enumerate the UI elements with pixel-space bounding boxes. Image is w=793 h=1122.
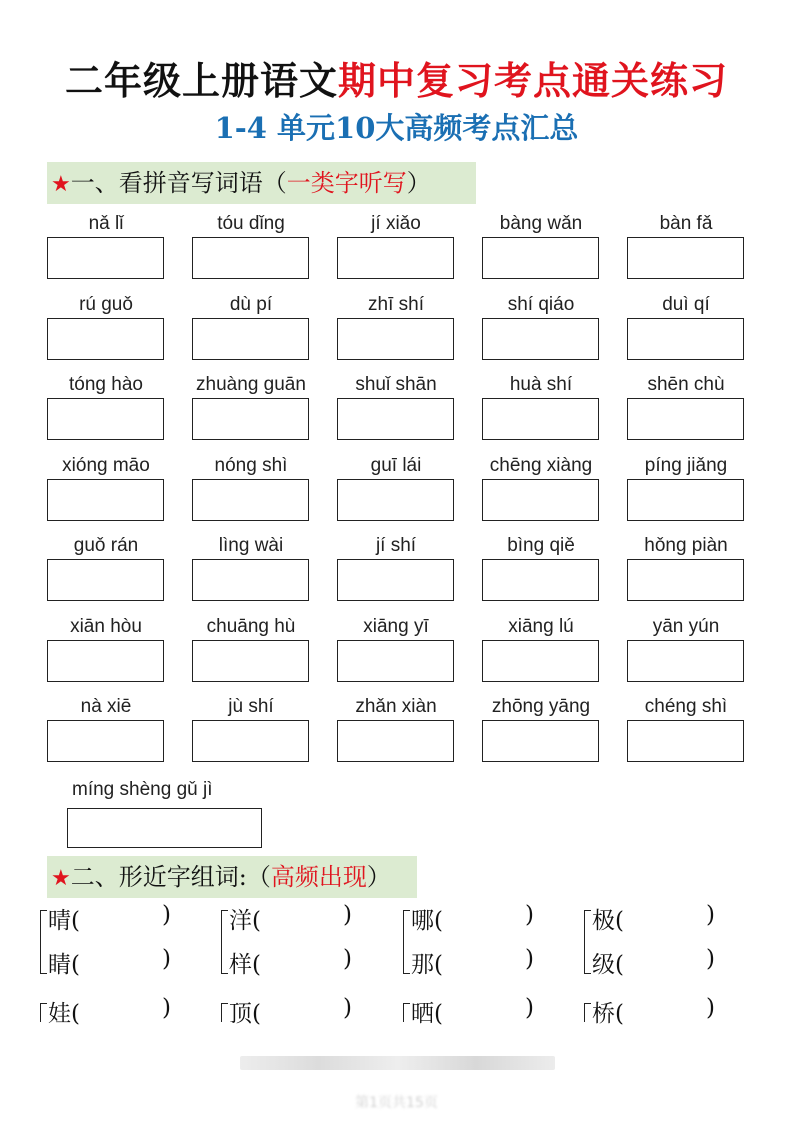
title-practice: 期中复习考点通关练习 — [338, 58, 729, 103]
pinyin-label: lìng wài — [218, 535, 284, 556]
answer-box[interactable] — [627, 720, 744, 762]
character: 顶 — [229, 1001, 252, 1027]
answer-box[interactable] — [482, 640, 599, 682]
pinyin-label: chéng shì — [644, 696, 728, 717]
paren-close: ) — [162, 946, 171, 972]
section1-title-highlight: 一类字听写 — [286, 169, 407, 197]
word-formation-item[interactable] — [592, 995, 715, 1028]
pinyin-label: huà shí — [509, 374, 573, 395]
answer-box[interactable] — [47, 479, 164, 521]
answer-box[interactable] — [47, 398, 164, 440]
paren-open: ( — [71, 1001, 80, 1027]
answer-box[interactable] — [337, 559, 454, 601]
answer-box[interactable] — [627, 237, 744, 279]
pinyin-label: shēn chù — [647, 374, 725, 395]
paren-close: ) — [706, 946, 715, 972]
section2-heading — [47, 856, 417, 898]
pinyin-label: chēng xiàng — [489, 454, 593, 476]
answer-box[interactable] — [627, 479, 744, 521]
pinyin-label: tóu dǐng — [217, 213, 285, 234]
group-bracket — [403, 910, 410, 974]
pinyin-label: hǒng piàn — [644, 535, 728, 556]
paren-open: ( — [252, 908, 261, 934]
section1-heading — [47, 162, 476, 204]
group-bracket — [584, 910, 591, 974]
page-footer: 第1页共15页 — [355, 1095, 438, 1111]
paren-close: ) — [525, 902, 534, 928]
pinyin-label: shí qiáo — [507, 293, 575, 315]
word-formation-item[interactable] — [411, 995, 534, 1028]
pinyin-label: bìng qiě — [507, 535, 575, 556]
section2-title-highlight: 高频出现 — [270, 863, 367, 891]
answer-box[interactable] — [192, 479, 309, 521]
word-formation-item[interactable] — [48, 995, 171, 1028]
pinyin-label: bàng wǎn — [499, 213, 583, 234]
answer-box[interactable] — [192, 559, 309, 601]
page-subtitle: 1-4 单元10大高频考点汇总 — [214, 111, 579, 145]
group-bracket — [584, 1003, 591, 1022]
pinyin-label: xiāng lú — [508, 615, 574, 637]
answer-box[interactable] — [627, 640, 744, 682]
paren-close: ) — [706, 995, 715, 1021]
character: 娃 — [48, 1001, 71, 1027]
character: 样 — [229, 952, 252, 978]
pinyin-label: shuǐ shān — [355, 374, 437, 395]
pinyin-label: zhōng yāng — [491, 696, 591, 717]
answer-box[interactable] — [627, 318, 744, 360]
section2-title: 二、形近字组词:（ — [70, 863, 271, 891]
paren-open: ( — [252, 952, 261, 978]
answer-box[interactable] — [47, 640, 164, 682]
character: 哪 — [411, 908, 434, 934]
character: 睛 — [48, 952, 71, 978]
answer-box[interactable] — [192, 237, 309, 279]
pinyin-label: xiāng yī — [363, 615, 429, 637]
answer-box[interactable] — [337, 237, 454, 279]
character: 晒 — [411, 1001, 434, 1027]
paren-open: ( — [615, 908, 624, 934]
paren-open: ( — [615, 1001, 624, 1027]
paren-close: ) — [162, 995, 171, 1021]
answer-box[interactable] — [192, 318, 309, 360]
star-icon: ★ — [51, 866, 71, 891]
pinyin-label: rú guǒ — [79, 293, 133, 315]
answer-box[interactable] — [47, 237, 164, 279]
page-title — [0, 50, 793, 105]
section2-title-end: ） — [366, 863, 391, 891]
character: 桥 — [592, 1001, 615, 1027]
word-formation-item[interactable] — [48, 946, 171, 979]
paren-open: ( — [615, 952, 624, 978]
word-formation-item[interactable] — [48, 902, 171, 935]
pinyin-label: jù shí — [228, 696, 274, 717]
answer-box[interactable] — [337, 318, 454, 360]
pinyin-label: xiān hòu — [70, 615, 142, 637]
group-bracket — [40, 910, 47, 974]
character: 晴 — [48, 908, 71, 934]
answer-box[interactable] — [192, 720, 309, 762]
word-formation-item[interactable] — [411, 946, 534, 979]
word-formation-item[interactable] — [592, 902, 715, 935]
answer-box[interactable] — [47, 318, 164, 360]
footer-bar — [240, 1056, 555, 1070]
group-bracket — [221, 910, 228, 974]
answer-box[interactable] — [337, 640, 454, 682]
pinyin-label: duì qí — [662, 293, 710, 315]
title-grade: 二年级上册语文 — [64, 58, 338, 103]
pinyin-label: yān yún — [652, 615, 720, 637]
pinyin-label: chuāng hù — [206, 615, 296, 637]
answer-box[interactable] — [482, 479, 599, 521]
word-formation-item[interactable] — [411, 902, 534, 935]
paren-open: ( — [434, 952, 443, 978]
pinyin-label: míng shèng gǔ jì — [72, 779, 213, 800]
pinyin-label: guī lái — [370, 454, 422, 476]
paren-open: ( — [434, 908, 443, 934]
pinyin-label: dù pí — [229, 293, 273, 315]
character: 级 — [592, 952, 615, 978]
pinyin-label: zhī shí — [368, 293, 424, 315]
paren-close: ) — [162, 902, 171, 928]
pinyin-label: xióng māo — [62, 454, 150, 476]
pinyin-label: jí xiǎo — [371, 213, 421, 234]
answer-box[interactable] — [482, 237, 599, 279]
answer-box[interactable] — [47, 559, 164, 601]
character: 极 — [592, 908, 615, 934]
answer-box[interactable] — [337, 398, 454, 440]
paren-close: ) — [706, 902, 715, 928]
pinyin-label: zhuàng guān — [196, 374, 306, 395]
paren-open: ( — [71, 908, 80, 934]
answer-box[interactable] — [192, 398, 309, 440]
paren-close: ) — [343, 946, 352, 972]
answer-box[interactable] — [482, 720, 599, 762]
paren-open: ( — [71, 952, 80, 978]
section1-title-end: ） — [406, 169, 431, 197]
pinyin-label: guǒ rán — [73, 535, 139, 556]
character: 那 — [411, 952, 434, 978]
paren-close: ) — [525, 946, 534, 972]
answer-box[interactable] — [47, 720, 164, 762]
paren-open: ( — [434, 1001, 443, 1027]
word-formation-item[interactable] — [229, 995, 352, 1028]
section1-title: 一、看拼音写词语（ — [70, 169, 287, 197]
paren-close: ) — [343, 902, 352, 928]
group-bracket — [40, 1003, 47, 1022]
pinyin-label: nóng shì — [214, 454, 288, 476]
answer-box[interactable] — [627, 559, 744, 601]
pinyin-label: nǎ lǐ — [88, 213, 124, 234]
word-formation-item[interactable] — [229, 946, 352, 979]
word-formation-item[interactable] — [229, 902, 352, 935]
paren-close: ) — [525, 995, 534, 1021]
answer-box[interactable] — [67, 808, 262, 848]
answer-box[interactable] — [482, 318, 599, 360]
answer-box[interactable] — [482, 559, 599, 601]
answer-box[interactable] — [337, 720, 454, 762]
answer-box[interactable] — [192, 640, 309, 682]
paren-open: ( — [252, 1001, 261, 1027]
pinyin-label: bàn fǎ — [659, 213, 713, 234]
pinyin-label: nà xiē — [80, 696, 132, 717]
paren-close: ) — [343, 995, 352, 1021]
pinyin-label: zhǎn xiàn — [355, 696, 437, 717]
answer-box[interactable] — [337, 479, 454, 521]
pinyin-label: jí shí — [375, 535, 417, 556]
group-bracket — [403, 1003, 410, 1022]
answer-box[interactable] — [627, 398, 744, 440]
word-formation-item[interactable] — [592, 946, 715, 979]
group-bracket — [221, 1003, 228, 1022]
character: 洋 — [229, 908, 252, 934]
star-icon: ★ — [51, 172, 71, 197]
pinyin-label: píng jiǎng — [644, 454, 728, 476]
answer-box[interactable] — [482, 398, 599, 440]
pinyin-label: tóng hào — [69, 374, 143, 395]
